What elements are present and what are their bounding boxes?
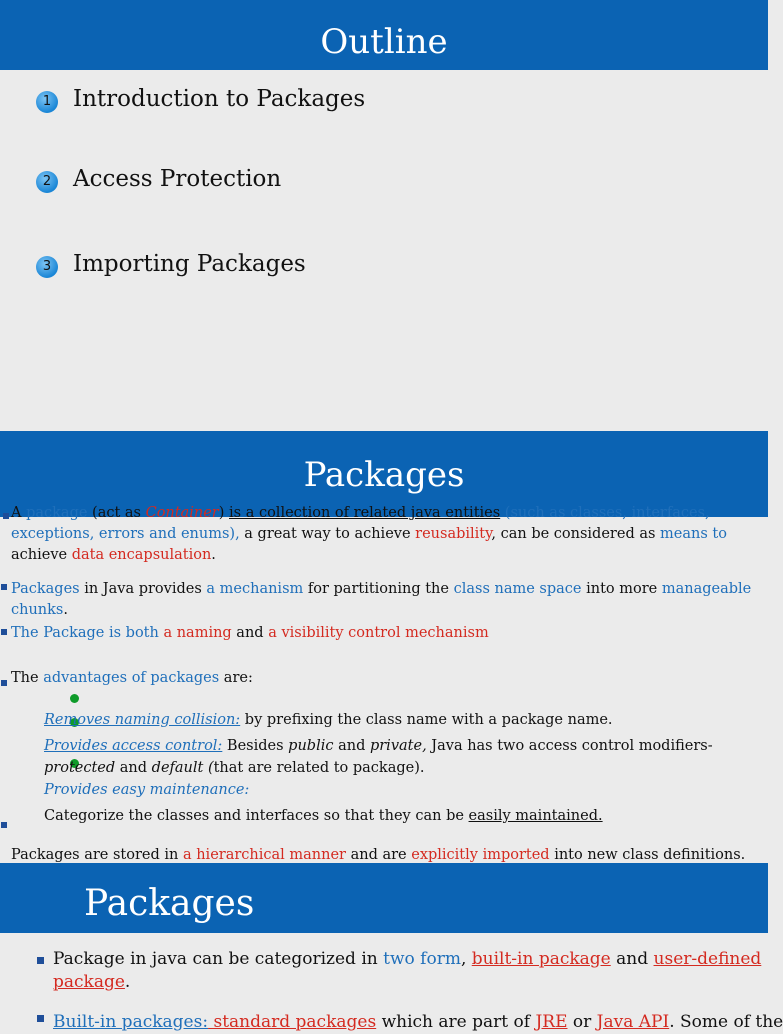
definition-line-2: exceptions, errors and enums), a great way to achieve reusability, can be considered as means to bbox=[11, 526, 727, 542]
bullet-square-icon bbox=[37, 1015, 44, 1022]
categories-line-1: Package in java can be categorized in two form, built-in package and user-defined bbox=[53, 949, 762, 969]
categories-line-2: package. bbox=[53, 972, 131, 992]
maintenance-detail: Categorize the classes and interfaces so that they can be easily maintained. bbox=[44, 808, 603, 824]
categories-title-bar bbox=[0, 863, 768, 933]
packages-categories-slide bbox=[0, 863, 783, 1032]
bullet-square-icon bbox=[1, 822, 7, 828]
outline-title: Outline bbox=[320, 22, 448, 62]
advantages-line: The advantages of packages are: bbox=[11, 670, 253, 686]
storage-line: Packages are stored in a hierarchical manner and are explicitly imported into new class definitions. bbox=[11, 847, 746, 863]
definition-line-3: achieve data encapsulation. bbox=[11, 547, 216, 563]
bullet-dot-icon bbox=[70, 694, 79, 703]
definition-line-1: A package (act as Container) is a collection of related java entities (such as classes, interfaces, bbox=[11, 505, 710, 521]
builtin-line: Built-in packages: standard packages which are part of JRE or Java API. Some of the bbox=[53, 1012, 783, 1032]
advantage-access-control-2: protected and default (that are related to package). bbox=[44, 760, 425, 776]
advantage-maintenance: Provides easy maintenance: bbox=[44, 782, 250, 798]
outline-item-label: Importing Packages bbox=[73, 251, 306, 277]
bullet-square-icon bbox=[1, 629, 7, 635]
categories-title: Packages bbox=[84, 883, 255, 924]
number-1-icon: 1 bbox=[36, 91, 58, 113]
naming-line: The Package is both a naming and a visibility control mechanism bbox=[11, 625, 489, 641]
packages-title: Packages bbox=[303, 455, 465, 495]
bullet-square-icon bbox=[1, 680, 7, 686]
outline-slide bbox=[0, 0, 768, 431]
mechanism-line-2: chunks. bbox=[11, 602, 68, 618]
outline-item-label: Access Protection bbox=[73, 166, 282, 192]
outline-title-bar bbox=[0, 0, 768, 70]
bullet-square-icon bbox=[1, 584, 7, 590]
number-2-icon: 2 bbox=[36, 171, 58, 193]
bullet-square-icon bbox=[37, 957, 44, 964]
advantage-access-control-1: Provides access control: Besides public and private, Java has two access control modifiers- bbox=[44, 738, 713, 754]
advantage-naming-collision: Removes naming collision: by prefixing the class name with a package name. bbox=[44, 712, 613, 728]
outline-item-label: Introduction to Packages bbox=[73, 86, 366, 112]
number-3-icon: 3 bbox=[36, 256, 58, 278]
mechanism-line-1: Packages in Java provides a mechanism for partitioning the class name space into more manageable bbox=[11, 581, 752, 597]
bullet-square-icon bbox=[3, 513, 9, 519]
packages-slide bbox=[0, 431, 768, 863]
